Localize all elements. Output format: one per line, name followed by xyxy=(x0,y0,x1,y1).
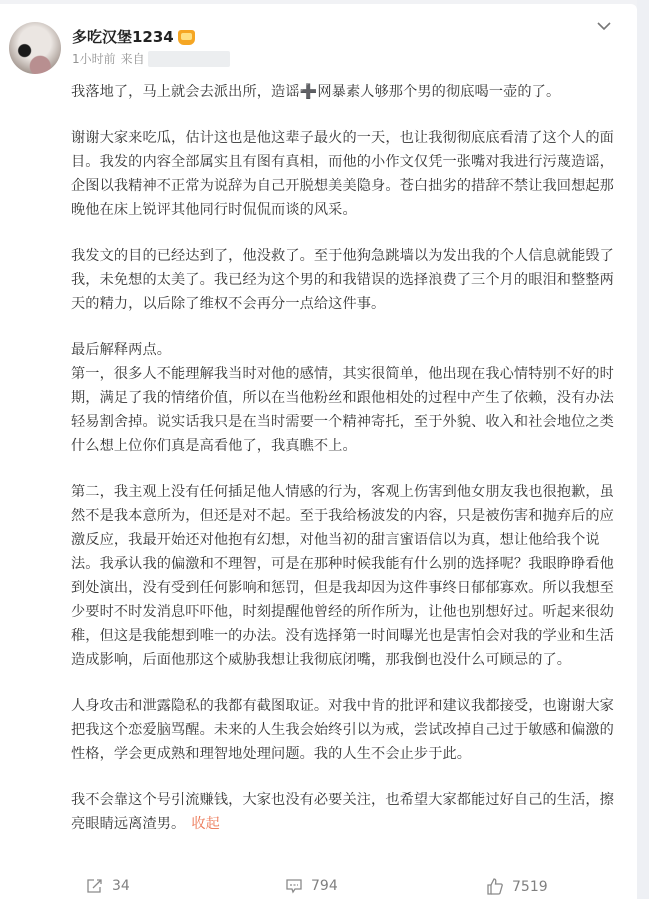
paragraph: 最后解释两点。 xyxy=(71,342,172,358)
repost-icon xyxy=(86,878,104,894)
comment-icon xyxy=(285,878,303,894)
author-name[interactable]: 多吃汉堡1234 xyxy=(72,28,174,46)
comment-button[interactable] xyxy=(285,878,338,894)
like-count: 7519 xyxy=(512,878,548,895)
paragraph: 我落地了，马上就会去派出所，造谣➕网暴素人够那个男的彻底喝一壶的了。 xyxy=(71,84,561,100)
right-sidebar-strip xyxy=(637,0,649,899)
paragraph: 第一，很多人不能理解我当时对他的感情，其实很简单，他出现在我心情特别不好的时期，满足了我的情绪价值，所以在当他粉丝和跟他相处的过程中产生了依赖，没有办法轻易割舍掉。说实话我只是在当时需要一个精神寄托，至于外貌、收入和社会地位之类什么想上位你们真是高看他了，我真瞧不上。 xyxy=(71,366,614,454)
redacted-source xyxy=(148,51,230,67)
post-meta xyxy=(72,50,230,67)
weibo-post-card xyxy=(0,4,637,899)
post-time[interactable]: 1小时前 xyxy=(72,52,116,66)
repost-count: 34 xyxy=(112,878,130,894)
last-paragraph xyxy=(71,788,621,836)
post-body xyxy=(71,80,621,836)
collapse-link[interactable]: 收起 xyxy=(191,816,220,832)
avatar[interactable] xyxy=(9,22,61,74)
post-source-prefix: 来自 xyxy=(120,52,145,66)
author-name-row xyxy=(72,26,195,47)
thumbs-up-icon xyxy=(486,878,504,895)
comment-count: 794 xyxy=(311,878,338,894)
repost-button[interactable] xyxy=(86,878,130,894)
chevron-down-icon[interactable] xyxy=(596,18,612,32)
paragraph: 谢谢大家来吃瓜，估计这也是他这辈子最火的一天，也让我彻彻底底看清了这个人的面目。我发的内容全部属实且有图有真相，而他的小作文仅凭一张嘴对我进行污蔑造谣，企图以我精神不正常为说辞为自己开脱想美美隐身。苍白拙劣的措辞不禁让我回想起那晚他在床上锐评其他同行时侃侃而谈的风采。 xyxy=(71,130,614,218)
paragraph: 人身攻击和泄露隐私的我都有截图取证。对我中肯的批评和建议我都接受，也谢谢大家把我这个恋爱脑骂醒。未来的人生我会始终引以为戒，尝试改掉自己过于敏感和偏激的性格，学会更成熟和理智地处理问题。我的人生不会止步于此。 xyxy=(71,698,614,762)
paragraph: 我发文的目的已经达到了，他没救了。至于他狗急跳墙以为发出我的个人信息就能毁了我，未免想的太美了。我已经为这个男的和我错误的选择浪费了三个月的眼泪和整整两天的精力，以后除了维权不会再分一点给这件事。 xyxy=(71,248,614,312)
paragraph-text: 我不会靠这个号引流赚钱，大家也没有必要关注，也希望大家都能过好自己的生活，擦亮眼睛远离渣男。 xyxy=(71,792,614,832)
like-button[interactable] xyxy=(486,878,548,895)
crown-badge-icon xyxy=(178,30,195,45)
paragraph: 第二，我主观上没有任何插足他人情感的行为，客观上伤害到他女朋友我也很抱歉，虽然不是我本意所为，但还是对不起。至于我给杨波发的内容，只是被伤害和抛弃后的应激反应，我最开始还对他抱有幻想，对他当初的甜言蜜语信以为真，想让他给我个说法。我承认我的偏激和不理智，可是在那种时候我能有什么别的选择呢？我眼睁睁看他到处演出，没有受到任何影响和惩罚，但是我却因为这件事终日郁郁寡欢。所以我想至少要时不时发消息吓吓他，时刻提醒他曾经的所作所为，让他也别想好过。听起来很幼稚，但这是我能想到唯一的办法。没有选择第一时间曝光也是害怕会对我的学业和生活造成影响，后面他那这个威胁我想让我彻底闭嘴，那我倒也没什么可顾忌的了。 xyxy=(71,484,614,668)
